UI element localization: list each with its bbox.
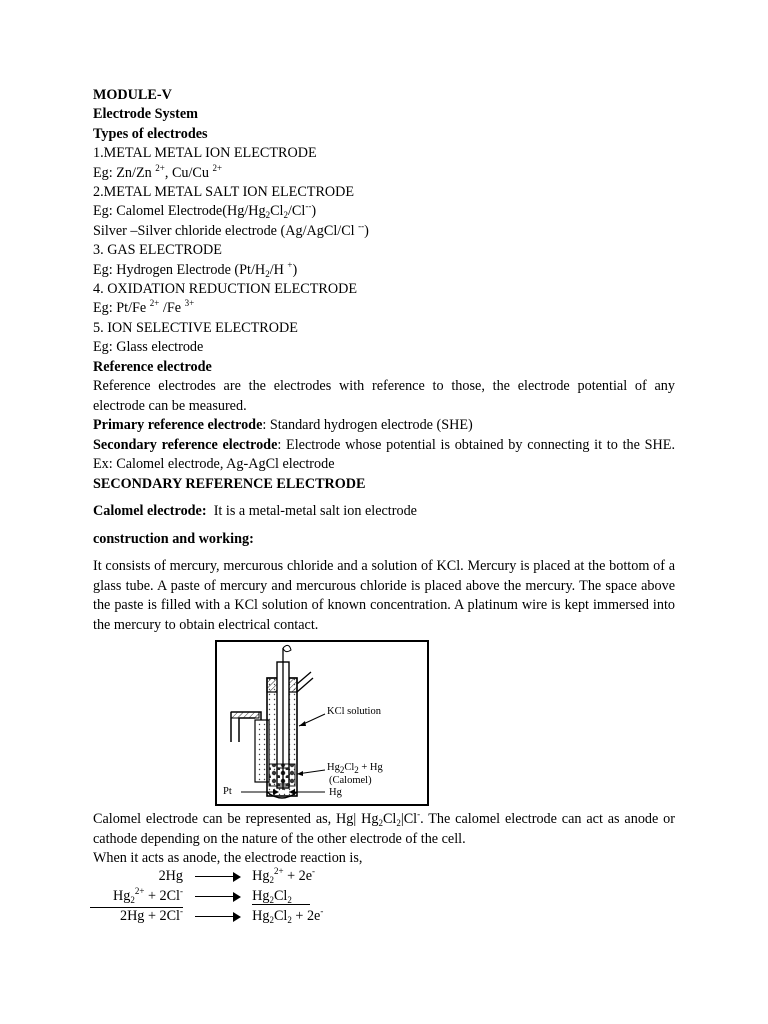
calomel-paste-label: Hg2Cl2 + Hg <box>327 762 383 775</box>
type-3-example: Eg: Hydrogen Electrode ($Pt/H_2/H$ +) <box>93 259 298 279</box>
type-4-title: 4. OXIDATION REDUCTION ELECTRODE <box>93 281 358 298</box>
type-2-title: 2.METAL METAL SALT ION ELECTRODE <box>93 184 355 201</box>
representation-block <box>93 810 675 869</box>
type-1-example: Eg: Zn/Zn $^{2+}$, Cu/Cu $^{2+}$ <box>93 162 223 181</box>
kcl-solution-label: KCl solution <box>327 706 381 717</box>
arrow-icon <box>195 892 241 902</box>
calomel-intro: Calomel electrode: It is a metal-metal salt ion electrode <box>93 503 417 520</box>
reaction-1 <box>93 867 315 887</box>
module-title: MODULE-V <box>93 87 172 103</box>
construction-text: It consists of mercury, mercurous chloride and a solution of KCl. Mercury is placed at the bottom of a glass tube. A paste of mercury and mercurous chloride is placed above the mercury. The space above the paste is filled with a KCl solution of known concentration. A platinum wire is kept immersed into the mercury to obtain electrical contact. <box>93 558 675 634</box>
calomel-electrode-figure <box>215 640 429 806</box>
reaction-2 <box>90 887 310 908</box>
primary-reference: Primary reference electrode: Standard hydrogen electrode (SHE) <box>93 417 473 434</box>
construction-heading: construction and working: <box>93 530 254 547</box>
anode-intro: When it acts as anode, the electrode reaction is, <box>93 850 363 867</box>
type-1-title: 1.METAL METAL ION ELECTRODE <box>93 145 317 162</box>
reaction-1-right: $Hg_2^{2+} + 2e^-$ <box>252 866 316 885</box>
reference-definition: Reference electrodes are the electrodes with reference to those, the electrode potential of any electrode can be measured. <box>93 378 675 414</box>
calomel-electrode-diagram <box>217 642 427 804</box>
document-page <box>93 86 675 636</box>
pt-label: Pt <box>223 786 232 797</box>
calomel-paren-label: (Calomel) <box>329 775 372 786</box>
reaction-3-left: 2Hg + 2Cl- <box>119 906 183 924</box>
arrow-icon <box>195 872 241 882</box>
reaction-1-left: 2Hg <box>158 868 183 884</box>
reference-heading: Reference electrode <box>93 358 212 375</box>
representation-text: Calomel electrode can be represented as, Hg| $Hg_2Cl_2|Cl^-$. The calomel electrode can act as anode or cathode depending on the nature of the other electrode of the cell. <box>93 809 675 847</box>
section-title: Electrode System <box>93 106 198 123</box>
type-2-example-2: Silver –Silver chloride electrode (Ag/AgCl/Cl --) <box>93 220 369 239</box>
secondary-heading: SECONDARY REFERENCE ELECTRODE <box>93 476 366 493</box>
hg-label: Hg <box>329 787 342 798</box>
types-heading: Types of electrodes <box>93 125 208 142</box>
reaction-2-right: $Hg_2Cl_2$ <box>252 888 310 905</box>
type-3-title: 3. GAS ELECTRODE <box>93 242 222 259</box>
type-4-example: Eg: Pt/Fe $^{2+}$ /Fe $^{3+}$ <box>93 298 195 317</box>
reaction-2-left: $Hg_2^{2+} + 2Cl^-$ <box>90 887 183 908</box>
secondary-reference: Secondary reference electrode: Electrode whose potential is obtained by connecting it to the SHE. Ex: Calomel electrode, Ag-AgCl electrode <box>93 436 675 473</box>
type-2-example: Eg: Calomel $Electrode(Hg/Hg_2Cl_2/Cl^{--})$ <box>93 201 317 221</box>
type-5-example: Eg: Glass electrode <box>93 339 204 356</box>
arrow-icon <box>195 912 241 922</box>
reaction-3 <box>93 907 323 927</box>
reaction-3-right: $Hg_2Cl_2 + 2e^-$ <box>252 906 324 925</box>
type-5-title: 5. ION SELECTIVE ELECTRODE <box>93 319 298 336</box>
